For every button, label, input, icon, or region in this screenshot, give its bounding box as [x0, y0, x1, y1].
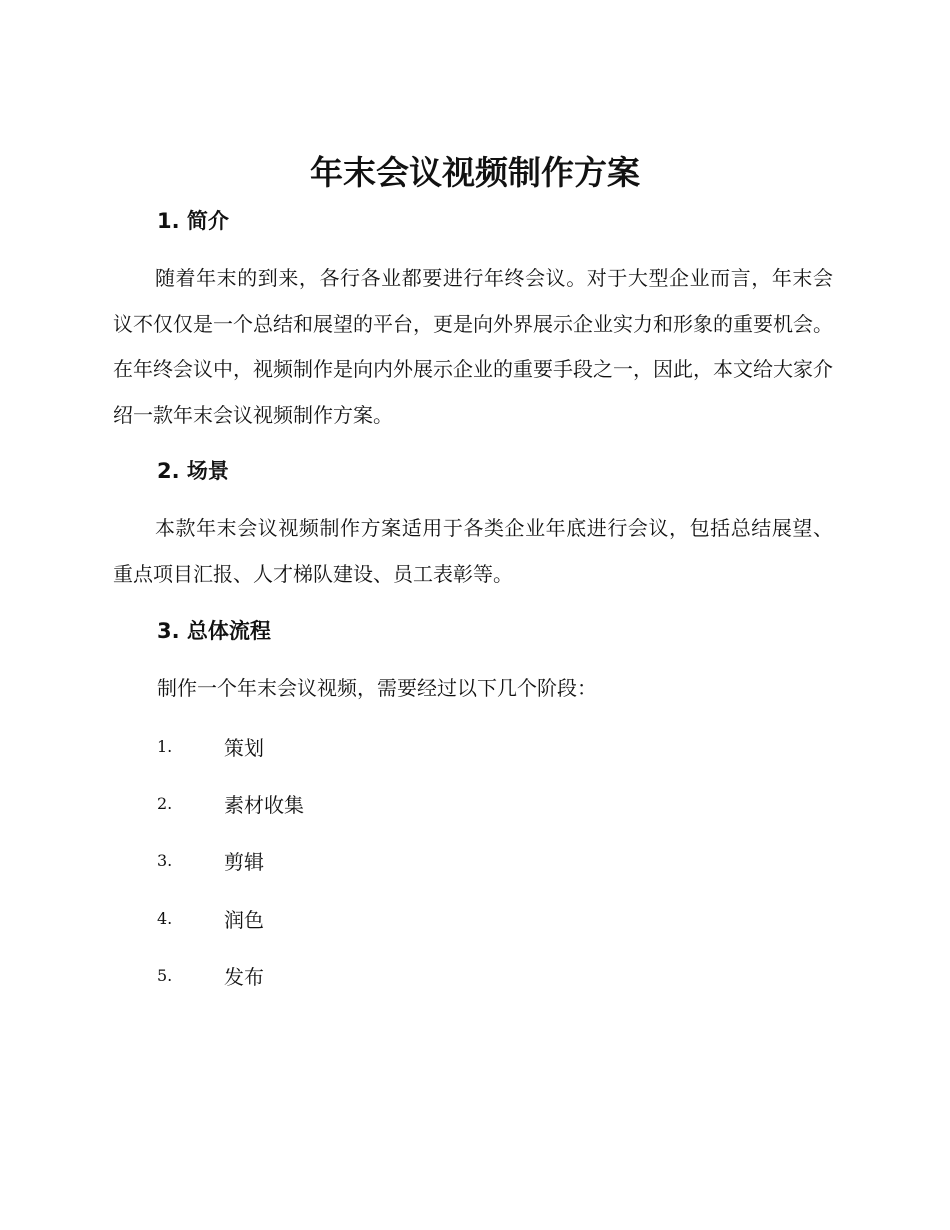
list-item-number: 4.	[157, 908, 173, 928]
list-item-number: 5.	[157, 965, 173, 985]
list-item-text: 策划	[224, 735, 264, 760]
section-heading-intro: 1. 简介	[157, 209, 229, 233]
list-item	[157, 845, 264, 875]
paragraph-scene: 本款年末会议视频制作方案适用于各类企业年底进行会议，包括总结展望、重点项目汇报、人才梯队建设、员工表彰等。	[113, 516, 833, 586]
list-item	[157, 903, 264, 933]
section-heading-process: 3. 总体流程	[157, 619, 271, 643]
list-item	[157, 788, 304, 818]
list-item-text: 剪辑	[224, 849, 264, 874]
paragraph-intro: 随着年末的到来，各行各业都要进行年终会议。对于大型企业而言，年末会议不仅仅是一个总结和展望的平台，更是向外界展示企业实力和形象的重要机会。在年终会议中，视频制作是向内外展示企业的重要手段之一，因此，本文给大家介绍一款年末会议视频制作方案。	[113, 266, 833, 427]
list-item	[157, 731, 264, 761]
list-item-text: 润色	[224, 907, 264, 932]
paragraph-process: 制作一个年末会议视频，需要经过以下几个阶段：	[157, 676, 597, 700]
list-item-text: 发布	[224, 964, 264, 989]
list-item	[157, 960, 264, 990]
list-item-number: 3.	[157, 850, 173, 870]
list-item-number: 2.	[157, 793, 173, 813]
page-title: 年末会议视频制作方案	[310, 153, 640, 192]
section-heading-scene: 2. 场景	[157, 459, 229, 483]
list-item-text: 素材收集	[224, 792, 304, 817]
list-item-number: 1.	[157, 736, 173, 756]
